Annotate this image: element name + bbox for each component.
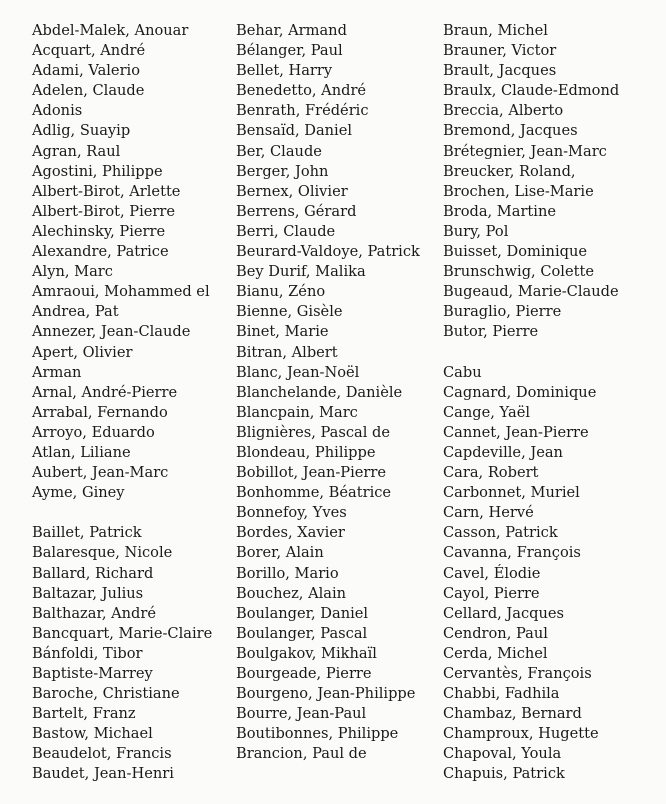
name-entry: Agostini, Philippe — [32, 162, 163, 180]
name-entry: Braun, Michel — [443, 22, 548, 39]
name-entry: Cendron, Paul — [443, 624, 548, 642]
name-entry: Brancion, Paul de — [236, 745, 367, 763]
name-entry: Bordes, Xavier — [236, 524, 345, 542]
name-entry: Aubert, Jean-Marc — [32, 464, 169, 482]
name-entry: Bitran, Albert — [236, 343, 338, 361]
name-entry: Baillet, Patrick — [32, 524, 142, 542]
name-entry: Bury, Pol — [443, 222, 509, 240]
name-entry: Blancpain, Marc — [236, 403, 358, 421]
name-entry: Bouchez, Alain — [236, 584, 347, 602]
name-entry: Bourgeade, Pierre — [236, 665, 372, 682]
name-entry: Adlig, Suayip — [32, 122, 131, 140]
name-entry: Bernex, Olivier — [236, 182, 348, 200]
name-entry: Adelen, Claude — [32, 82, 145, 100]
name-entry: Arman — [32, 363, 82, 381]
name-entry: Cannet, Jean-Pierre — [443, 423, 589, 441]
name-entry: Amraoui, Mohammed el — [32, 283, 210, 301]
name-entry: Alexandre, Patrice — [32, 243, 169, 261]
name-entry: Blignières, Pascal de — [236, 423, 390, 441]
name-entry: Carn, Hervé — [443, 504, 534, 522]
name-entry: Blanchelande, Danièle — [236, 383, 403, 401]
name-entry: Braulx, Claude-Edmond — [443, 82, 620, 100]
name-entry: Cervantès, François — [443, 665, 592, 682]
name-entry: Buisset, Dominique — [443, 243, 587, 261]
name-entry: Capdeville, Jean — [443, 443, 563, 461]
name-entry: Ayme, Giney — [32, 484, 125, 502]
name-entry: Breccia, Alberto — [443, 102, 564, 120]
name-entry: Berri, Claude — [236, 222, 336, 240]
name-entry: Binet, Marie — [236, 323, 329, 341]
name-entry: Apert, Olivier — [32, 343, 133, 361]
name-entry: Brétegnier, Jean-Marc — [443, 142, 607, 160]
name-entry: Baptiste-Marrey — [32, 665, 153, 682]
name-entry: Bonhomme, Béatrice — [236, 484, 392, 502]
name-entry: Brault, Jacques — [443, 62, 557, 80]
name-entry: Blondeau, Philippe — [236, 443, 376, 461]
name-entry: Cabu — [443, 363, 482, 381]
name-entry: Bancquart, Marie-Claire — [32, 624, 213, 642]
name-entry: Albert-Birot, Pierre — [32, 202, 175, 220]
name-entry: Brunschwig, Colette — [443, 263, 594, 281]
name-entry: Alyn, Marc — [32, 263, 113, 281]
name-entry: Boulanger, Daniel — [236, 604, 369, 622]
name-entry: Carbonnet, Muriel — [443, 484, 580, 502]
name-entry: Baroche, Christiane — [32, 685, 180, 703]
name-entry: Brochen, Lise-Marie — [443, 182, 594, 200]
name-entry: Ber, Claude — [236, 142, 322, 160]
name-column-2 — [236, 21, 420, 764]
name-entry: Brauner, Victor — [443, 42, 557, 60]
name-entry: Baudet, Jean-Henri — [32, 765, 174, 783]
name-entry: Benrath, Frédéric — [236, 102, 369, 120]
name-entry: Cayol, Pierre — [443, 584, 540, 602]
name-entry: Chapoval, Youla — [443, 745, 562, 763]
name-entry: Arnal, André-Pierre — [32, 383, 178, 401]
name-entry: Beurard-Valdoye, Patrick — [236, 243, 420, 261]
name-entry: Adonis — [32, 102, 83, 120]
name-entry: Alechinsky, Pierre — [32, 222, 166, 240]
name-entry: Chabbi, Fadhila — [443, 685, 560, 703]
name-column-3 — [443, 21, 619, 785]
name-entry: Cerda, Michel — [443, 644, 548, 662]
name-entry: Atlan, Liliane — [32, 443, 131, 461]
name-entry: Beaudelot, Francis — [32, 745, 172, 763]
name-entry: Bremond, Jacques — [443, 122, 578, 140]
name-entry: Baltazar, Julius — [32, 584, 144, 602]
name-entry: Balthazar, André — [32, 604, 156, 622]
name-entry: Bey Durif, Malika — [236, 263, 366, 281]
name-entry: Bourre, Jean-Paul — [236, 705, 367, 723]
name-entry: Casson, Patrick — [443, 524, 558, 542]
name-entry: Borillo, Mario — [236, 564, 339, 582]
name-entry: Bellet, Harry — [236, 62, 333, 80]
name-entry: Berger, John — [236, 162, 329, 180]
name-entry: Balaresque, Nicole — [32, 544, 173, 562]
name-column-1 — [32, 21, 212, 785]
name-entry: Benedetto, André — [236, 82, 367, 100]
name-entry: Bonnefoy, Yves — [236, 504, 347, 522]
name-entry: Breucker, Roland, — [443, 162, 576, 180]
name-entry: Cavanna, François — [443, 544, 581, 562]
name-entry: Blanc, Jean-Noël — [236, 363, 360, 381]
name-entry: Borer, Alain — [236, 544, 324, 562]
name-entry: Chapuis, Patrick — [443, 765, 565, 783]
name-entry: Cara, Robert — [443, 464, 539, 482]
name-entry: Bugeaud, Marie-Claude — [443, 283, 619, 301]
name-entry: Ballard, Richard — [32, 564, 154, 582]
name-entry: Acquart, André — [32, 42, 146, 60]
name-entry: Cellard, Jacques — [443, 604, 565, 622]
name-entry: Boulanger, Pascal — [236, 624, 368, 642]
name-entry: Bastow, Michael — [32, 725, 153, 743]
name-entry: Behar, Armand — [236, 22, 347, 39]
name-entry: Bartelt, Franz — [32, 705, 136, 723]
name-entry: Bienne, Gisèle — [236, 303, 343, 321]
name-entry: Abdel-Malek, Anouar — [32, 22, 189, 39]
name-entry: Boutibonnes, Philippe — [236, 725, 399, 743]
name-entry: Agran, Raul — [32, 142, 121, 160]
name-entry: Champroux, Hugette — [443, 725, 599, 743]
group-spacer — [443, 343, 619, 363]
name-entry: Arrabal, Fernando — [32, 403, 168, 421]
name-entry: Cavel, Élodie — [443, 564, 541, 582]
name-entry: Arroyo, Eduardo — [32, 423, 155, 441]
name-entry: Bourgeno, Jean-Philippe — [236, 685, 416, 703]
name-entry: Bianu, Zéno — [236, 283, 326, 301]
name-entry: Bensaïd, Daniel — [236, 122, 353, 140]
name-entry: Bélanger, Paul — [236, 42, 343, 60]
name-entry: Cagnard, Dominique — [443, 383, 597, 401]
group-spacer — [32, 503, 212, 523]
name-entry: Broda, Martine — [443, 202, 556, 220]
name-entry: Buraglio, Pierre — [443, 303, 562, 321]
name-entry: Cange, Yaël — [443, 403, 531, 421]
name-entry: Andrea, Pat — [32, 303, 119, 321]
name-entry: Bánfoldi, Tibor — [32, 644, 143, 662]
name-entry: Berrens, Gérard — [236, 202, 357, 220]
name-entry: Annezer, Jean-Claude — [32, 323, 191, 341]
name-entry: Butor, Pierre — [443, 323, 539, 341]
name-entry: Chambaz, Bernard — [443, 705, 582, 723]
name-entry: Bobillot, Jean-Pierre — [236, 464, 387, 482]
name-entry: Albert-Birot, Arlette — [32, 182, 181, 200]
name-entry: Boulgakov, Mikhaïl — [236, 644, 377, 662]
name-entry: Adami, Valerio — [32, 62, 140, 80]
